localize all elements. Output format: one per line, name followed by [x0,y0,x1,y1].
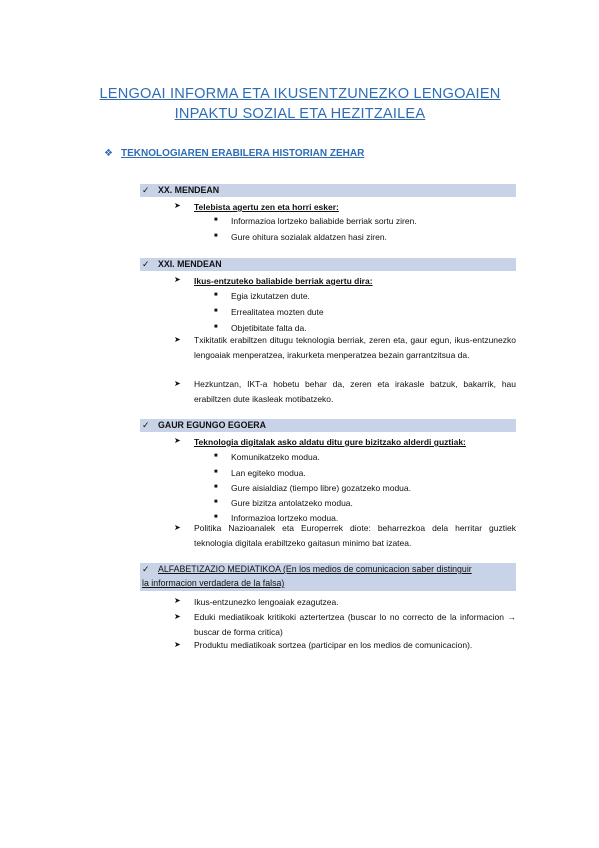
bullet-item: Gure bizitza antolatzeko modua. [231,498,353,508]
band-xxi-mendean: ✓ XXI. MENDEAN [140,258,516,271]
arrow-bullet-icon: ➤ [174,612,181,621]
heading-alfabetizazio: ALFABETIZAZIO MEDIATIKOA [158,564,281,574]
square-bullet-icon: ■ [214,499,218,505]
paragraph-txikitatik: Txikitatik erabiltzen ditugu teknologia berriak, zeren eta, gaur egun, ikus-entzunezko lengoaiak menperatzea, irakurketa menperatzea bezain garrantzitsua da. [194,335,516,360]
band-gaur-egungo-egoera: ✓ GAUR EGUNGO EGOERA [140,419,516,432]
square-bullet-icon: ■ [214,469,218,475]
band-alfabetizazio-mediatikoa [140,563,516,591]
bullet-item: Lan egiteko modua. [231,468,306,478]
title-line-2: INPAKTU SOZIAL ETA HEZITZAILEA [174,106,426,122]
checkmark-icon: ✓ [142,185,150,195]
point-ikus-entzuteko: Ikus-entzuteko baliabide berriak agertu dira: [194,276,373,286]
square-bullet-icon: ■ [214,324,218,330]
square-bullet-icon: ■ [214,233,218,239]
checkmark-icon: ✓ [142,564,150,574]
arrow-bullet-icon: ➤ [174,201,181,210]
checkmark-icon: ✓ [142,420,150,430]
square-bullet-icon: ■ [214,217,218,223]
arrow-bullet-icon: ➤ [174,379,181,388]
heading-rest-2: la informacion verdadera de la falsa) [142,578,285,588]
bullet-item: Informazioa lortzeko baliabide berriak sortu ziren. [231,216,417,226]
bullet-item: Komunikatzeko modua. [231,452,320,462]
arrow-bullet-icon: ➤ [174,335,181,344]
arrow-bullet-icon: ➤ [174,275,181,284]
square-bullet-icon: ■ [214,514,218,520]
bullet-item: Errealitatea mozten dute [231,307,324,317]
band-xx-mendean: ✓ XX. MENDEAN [140,184,516,197]
paragraph-eduki: Eduki mediatikoak kritikoki aztertertzea (buscar lo no correcto de la informacion → buscar de forma critica) [194,612,516,637]
bullet-item: Egia izkutatzen dute. [231,291,310,301]
document-title [60,84,540,124]
arrow-bullet-icon: ➤ [174,640,181,649]
point-ikus-entzunezko: Ikus-entzunezko lengoaiak ezagutzea. [194,597,339,607]
heading-rest-1: (En los medios de comunicacion saber distinguir [280,564,472,574]
arrow-bullet-icon: ➤ [174,523,181,532]
square-bullet-icon: ■ [214,308,218,314]
checkmark-icon: ✓ [142,259,150,269]
bullet-item: Objetibitate falta da. [231,323,307,333]
square-bullet-icon: ■ [214,453,218,459]
bullet-item: Gure aisialdiaz (tiempo libre) gozatzeko modua. [231,483,412,493]
square-bullet-icon: ■ [214,484,218,490]
paragraph-produktu: Produktu mediatikoak sortzea (participar en los medios de comunicacion). [194,640,473,650]
diamond-bullet-icon: ❖ [104,148,113,159]
title-line-1: LENGOAI INFORMA ETA IKUSENTZUNEZKO LENGOAIEN [99,86,501,102]
paragraph-politika: Politika Nazioanalek eta Europerrek diote: beharrezkoa dela herritar guztiek teknologia digitala erabiltzeko gaitasun minimo bat izatea. [194,523,516,548]
section-heading: ❖ TEKNOLOGIAREN ERABILERA HISTORIAN ZEHAR [104,148,365,159]
square-bullet-icon: ■ [214,292,218,298]
bullet-item: Gure ohitura sozialak aldatzen hasi ziren. [231,232,387,242]
point-telebista: Telebista agertu zen eta horri esker: [194,202,339,212]
paragraph-hezkuntzan: Hezkuntzan, IKT-a hobetu behar da, zeren eta irakasle batzuk, bakarrik, hau erabiltzen dute ikasleak motibatzeko. [194,379,516,404]
arrow-bullet-icon: ➤ [174,596,181,605]
arrow-bullet-icon: ➤ [174,436,181,445]
bullet-item: Informazioa lortzeko modua. [231,513,339,523]
point-teknologia-digitalak: Teknologia digitalak asko aldatu ditu gure bizitzako alderdi guztiak: [194,437,466,447]
